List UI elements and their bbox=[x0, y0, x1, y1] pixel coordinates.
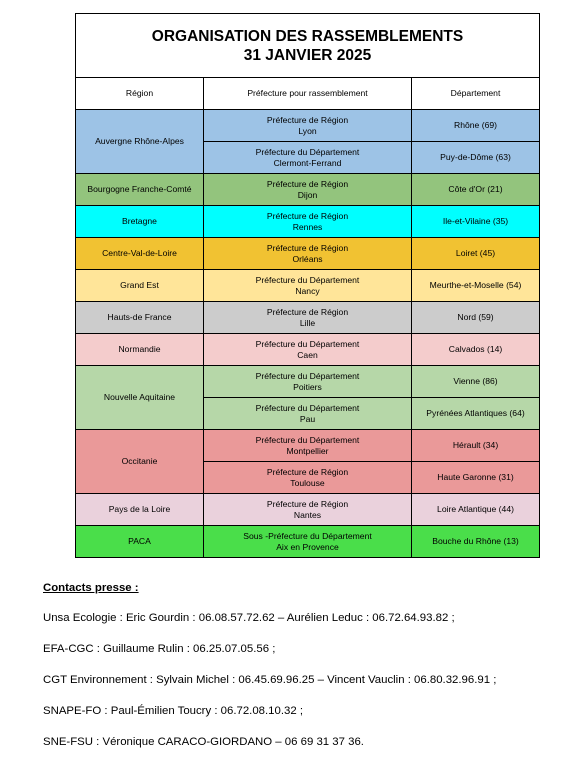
region-cell: Bretagne bbox=[76, 206, 204, 238]
table-row bbox=[76, 366, 540, 398]
contact-line-sne-fsu: SNE-FSU : Véronique CARACO-GIORDANO – 06 69 31 37 36. bbox=[43, 736, 364, 748]
table-row bbox=[76, 302, 540, 334]
region-cell: Occitanie bbox=[76, 430, 204, 494]
departement-cell: Côte d'Or (21) bbox=[412, 174, 540, 206]
title-line-2: 31 JANVIER 2025 bbox=[243, 46, 372, 64]
prefecture-cell: Préfecture de Région Orléans bbox=[204, 238, 412, 270]
departement-cell: Meurthe-et-Moselle (54) bbox=[412, 270, 540, 302]
prefecture-cell: Préfecture de Région Rennes bbox=[204, 206, 412, 238]
region-cell: Normandie bbox=[76, 334, 204, 366]
table-row bbox=[76, 334, 540, 366]
contacts-section bbox=[43, 582, 543, 767]
contact-line-cgt: CGT Environnement : Sylvain Michel : 06.45.69.96.25 – Vincent Vauclin : 06.80.32.96.91 ; bbox=[43, 674, 497, 686]
table-row bbox=[76, 494, 540, 526]
region-cell: Bourgogne Franche-Comté bbox=[76, 174, 204, 206]
departement-cell: Loire Atlantique (44) bbox=[412, 494, 540, 526]
table-row bbox=[76, 270, 540, 302]
departement-cell: Loiret (45) bbox=[412, 238, 540, 270]
title-line-1: ORGANISATION DES RASSEMBLEMENTS bbox=[151, 27, 464, 45]
prefecture-cell: Préfecture du Département Pau bbox=[204, 398, 412, 430]
region-cell: Grand Est bbox=[76, 270, 204, 302]
region-cell: PACA bbox=[76, 526, 204, 558]
region-cell: Auvergne Rhône-Alpes bbox=[76, 110, 204, 174]
header-prefecture: Préfecture pour rassemblement bbox=[204, 78, 412, 110]
prefecture-cell: Préfecture de Région Dijon bbox=[204, 174, 412, 206]
table-header-row bbox=[76, 78, 540, 110]
prefecture-cell: Préfecture du Département Montpellier bbox=[204, 430, 412, 462]
prefecture-cell: Préfecture du Département Clermont-Ferrand bbox=[204, 142, 412, 174]
table-row bbox=[76, 430, 540, 462]
departement-cell: Bouche du Rhône (13) bbox=[412, 526, 540, 558]
departement-cell: Nord (59) bbox=[412, 302, 540, 334]
departement-cell: Hérault (34) bbox=[412, 430, 540, 462]
departement-cell: Haute Garonne (31) bbox=[412, 462, 540, 494]
contact-line-unsa: Unsa Ecologie : Eric Gourdin : 06.08.57.72.62 – Aurélien Leduc : 06.72.64.93.82 ; bbox=[43, 612, 455, 624]
document-title bbox=[76, 14, 540, 78]
prefecture-cell: Sous -Préfecture du Département Aix en Provence bbox=[204, 526, 412, 558]
region-cell: Hauts-de France bbox=[76, 302, 204, 334]
prefecture-cell: Préfecture du Département Poitiers bbox=[204, 366, 412, 398]
table-row bbox=[76, 526, 540, 558]
departement-cell: Calvados (14) bbox=[412, 334, 540, 366]
prefecture-cell: Préfecture de Région Nantes bbox=[204, 494, 412, 526]
region-cell: Nouvelle Aquitaine bbox=[76, 366, 204, 430]
prefecture-cell: Préfecture du Département Caen bbox=[204, 334, 412, 366]
departement-cell: Puy-de-Dôme (63) bbox=[412, 142, 540, 174]
rassemblements-table bbox=[75, 13, 540, 558]
departement-cell: Rhône (69) bbox=[412, 110, 540, 142]
table-row bbox=[76, 174, 540, 206]
prefecture-cell: Préfecture de Région Lille bbox=[204, 302, 412, 334]
table-row bbox=[76, 238, 540, 270]
departement-cell: Vienne (86) bbox=[412, 366, 540, 398]
prefecture-cell: Préfecture du Département Nancy bbox=[204, 270, 412, 302]
header-departement: Département bbox=[412, 78, 540, 110]
table-row bbox=[76, 110, 540, 142]
departement-cell: Pyrénées Atlantiques (64) bbox=[412, 398, 540, 430]
contact-line-snape-fo: SNAPE-FO : Paul-Émilien Toucry : 06.72.08.10.32 ; bbox=[43, 705, 303, 717]
contact-line-efa-cgc: EFA-CGC : Guillaume Rulin : 06.25.07.05.56 ; bbox=[43, 643, 276, 655]
table-row bbox=[76, 206, 540, 238]
region-cell: Pays de la Loire bbox=[76, 494, 204, 526]
header-region: Région bbox=[76, 78, 204, 110]
departement-cell: Ile-et-Vilaine (35) bbox=[412, 206, 540, 238]
prefecture-cell: Préfecture de Région Lyon bbox=[204, 110, 412, 142]
contacts-title: Contacts presse : bbox=[43, 582, 139, 594]
prefecture-cell: Préfecture de Région Toulouse bbox=[204, 462, 412, 494]
region-cell: Centre-Val-de-Loire bbox=[76, 238, 204, 270]
